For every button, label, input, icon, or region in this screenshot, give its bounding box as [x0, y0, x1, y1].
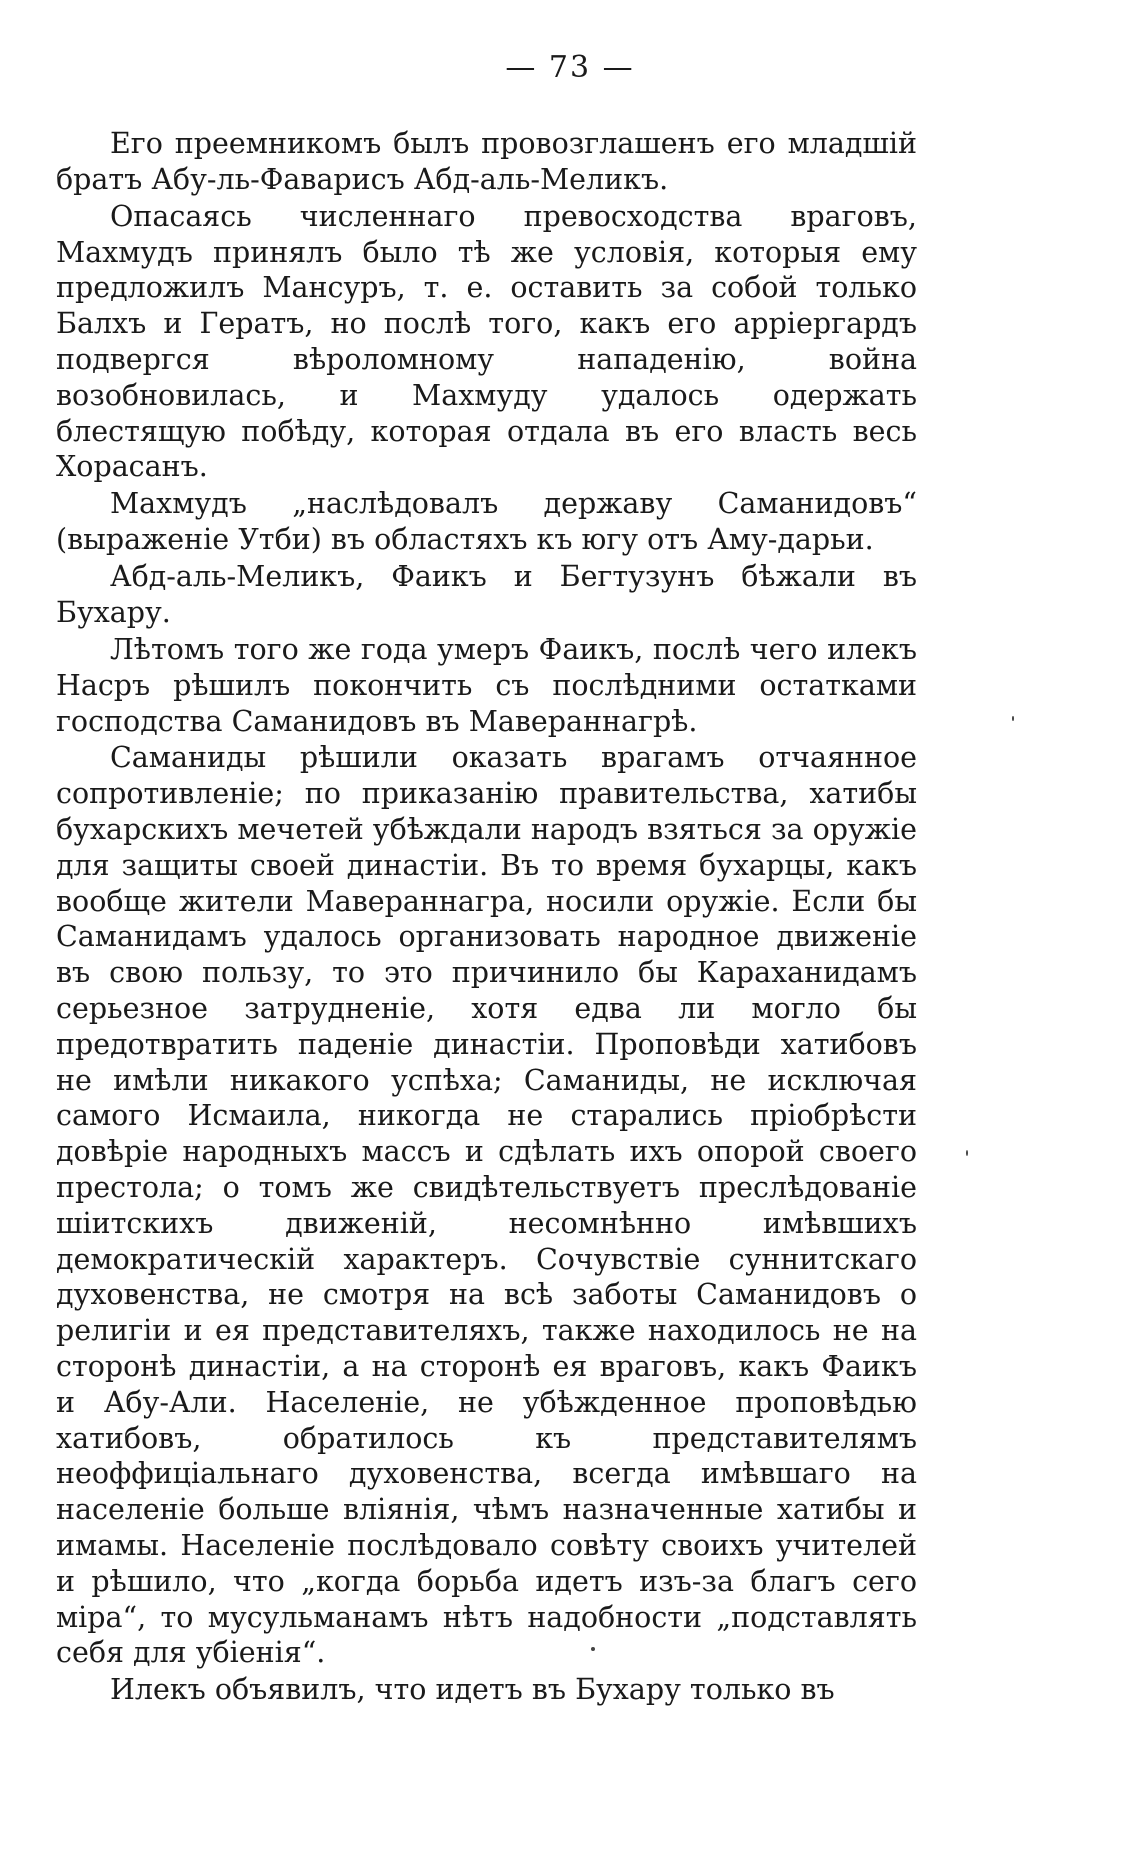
print-speck [966, 1150, 968, 1156]
paragraph: Махмудъ „наслѣдовалъ державу Саманидовъ“ (выраженіе Утби) въ областяхъ къ югу отъ Аму-дарьи. [56, 487, 917, 557]
print-speck [591, 1647, 595, 1651]
paragraph: Саманиды рѣшили оказать врагамъ отчаянное сопротивленіе; по приказанію правительства, хатибы бухарскихъ мечетей убѣждали народъ взяться за оружіе для защиты своей династіи. Въ то время бухарцы, какъ вообще жители Мавераннагра, носили оружіе. Если бы Саманидамъ удалось организовать народное движеніе въ свою пользу, то это причинило бы Караханидамъ серьезное затрудненіе, хотя едва ли могло бы предотвратить паденіе династіи. Проповѣди хатибовъ не имѣли никакого успѣха; Саманиды, не исключая самого Исмаила, никогда не старались пріобрѣсти довѣріе народныхъ массъ и сдѣлать ихъ опорой своего престола; о томъ же свидѣтельствуетъ преслѣдованіе шіитскихъ движеній, несомнѣнно имѣвшихъ демократическій характеръ. Сочувствіе суннитскаго духовенства, не смотря на всѣ заботы Саманидовъ о религіи и ея представителяхъ, также находилось не на сторонѣ династіи, а на сторонѣ ея враговъ, какъ Фаикъ и Абу-Али. Населеніе, не убѣжденное проповѣдью хатибовъ, обратилось къ представителямъ неоффиціальнаго духовенства, всегда имѣвшаго на населеніе больше вліянія, чѣмъ назначенные хатибы и имамы. Населеніе послѣдовало совѣту своихъ учителей и рѣшило, что „когда борьба идетъ изъ-за благъ сего міра“, то мусульманамъ нѣтъ надобности „подставлять себя для убіенія“. [56, 741, 917, 1670]
page-text [56, 126, 917, 1709]
paragraph: Лѣтомъ того же года умеръ Фаикъ, послѣ чего илекъ Насръ рѣшилъ покончить съ послѣдними остатками господства Саманидовъ въ Мавераннагрѣ. [56, 632, 917, 738]
paragraph: Илекъ объявилъ, что идетъ въ Бухару только въ [110, 1673, 835, 1707]
paragraph: Опасаясь численнаго превосходства враговъ, Махмудъ принялъ было тѣ же условія, которыя ему предложилъ Мансуръ, т. е. оставить за собой только Балхъ и Гератъ, но послѣ того, какъ его арріергардъ подвергся вѣроломному нападенію, война возобновилась, и Махмуду удалось одержать блестящую побѣду, которая отдала въ его власть весь Хорасанъ. [56, 199, 917, 484]
print-speck [1012, 716, 1014, 721]
paragraph: Его преемникомъ былъ провозглашенъ его младшій братъ Абу-ль-Фаварисъ Абд-аль-Меликъ. [56, 127, 917, 196]
paragraph: Абд-аль-Меликъ, Фаикъ и Бегтузунъ бѣжали въ Бухару. [56, 560, 917, 629]
page-number: — 73 — [505, 50, 635, 85]
